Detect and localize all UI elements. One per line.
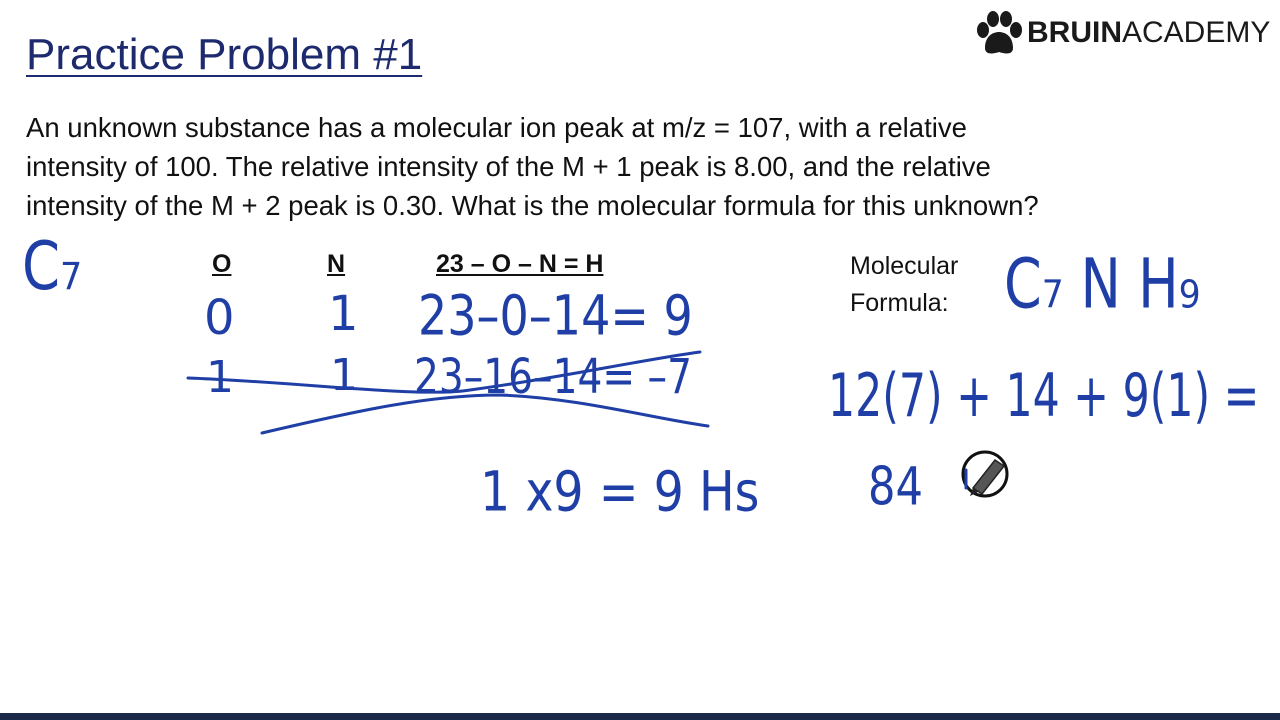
problem-line-1: An unknown substance has a molecular ion peak at m/z = 107, with a relative (26, 112, 967, 143)
strike-line-2 (262, 395, 708, 433)
strike-line-1 (188, 352, 700, 392)
problem-line-2: intensity of 100. The relative intensity of the M + 1 peak is 8.00, and the relative (26, 151, 991, 182)
logo-academy: ACADEMY (1122, 16, 1271, 49)
label-molecular: Molecular (850, 252, 959, 280)
bottom-bar (0, 713, 1280, 720)
handwriting-molecular-formula: C₇ N H₉ (1004, 244, 1201, 325)
problem-line-3: intensity of the M + 2 peak is 0.30. What is the molecular formula for this unknown? (26, 190, 1039, 221)
handwriting-row2-calc: 23–16–14= –7 (414, 348, 692, 405)
handwriting-row1-nitrogen: 1 (328, 286, 359, 342)
handwriting-mass-equation: 12(7) + 14 + 9(1) = (828, 362, 1260, 431)
page-title: Practice Problem #1 (26, 30, 423, 79)
header-oxygen: O (212, 250, 232, 278)
header-nitrogen: N (327, 250, 346, 278)
header-hydrogen-formula: 23 – O – N = H (436, 250, 604, 278)
logo-bruin: BRUIN (1027, 16, 1122, 49)
label-formula: Formula: (850, 289, 949, 317)
handwriting-h-count: 1 x9 = 9 Hs (480, 460, 760, 524)
pen-cursor-icon (963, 452, 1007, 496)
handwriting-row2-oxygen: 1 (206, 352, 234, 403)
handwriting-row2-nitrogen: 1 (330, 350, 358, 401)
handwriting-row1-oxygen: 0 (204, 290, 235, 346)
handwriting-partial-sum: 84 (868, 456, 923, 518)
handwriting-row1-calc: 23–0–14= 9 (418, 284, 693, 348)
handwriting-c7: C₇ (22, 228, 82, 306)
